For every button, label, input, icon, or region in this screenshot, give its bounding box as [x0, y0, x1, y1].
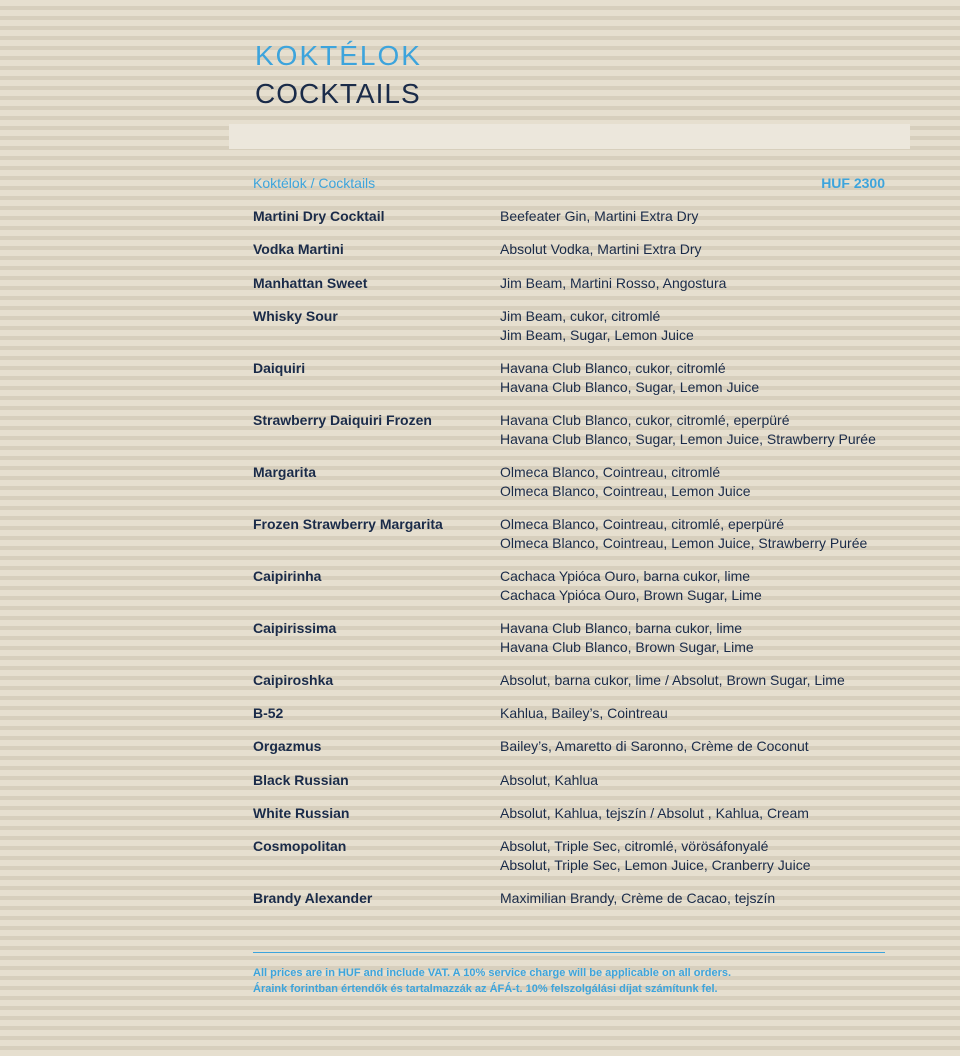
item-name: B-52 [253, 705, 284, 721]
item-description [500, 240, 895, 259]
footer-note-hungarian: Áraink forintban értendők és tartalmazzák az ÁFÁ-t. 10% felszolgálási díjat számítunk fel. [253, 983, 718, 995]
item-name: Cosmopolitan [253, 838, 347, 854]
item-name: Orgazmus [253, 738, 322, 754]
desc-line: Maximilian Brandy, Crème de Cacao, tejszín [500, 890, 776, 906]
item-description [500, 619, 895, 657]
item-description [500, 704, 895, 723]
desc-line: Absolut, barna cukor, lime / Absolut, Brown Sugar, Lime [500, 672, 845, 688]
section-header [253, 175, 885, 193]
item-name: Caipirissima [253, 620, 337, 636]
item-name: Black Russian [253, 772, 349, 788]
item-name: Manhattan Sweet [253, 275, 368, 291]
item-name: Margarita [253, 464, 317, 480]
desc-line: Olmeca Blanco, Cointreau, citromlé, eperpüré [500, 516, 785, 532]
desc-line: Absolut Vodka, Martini Extra Dry [500, 241, 702, 257]
item-description [500, 207, 895, 226]
item-description [500, 359, 895, 397]
item-name: Martini Dry Cocktail [253, 208, 385, 224]
desc-line: Olmeca Blanco, Cointreau, Lemon Juice [500, 483, 751, 499]
item-description [500, 837, 895, 875]
item-name: Whisky Sour [253, 308, 338, 324]
desc-line: Kahlua, Bailey’s, Cointreau [500, 705, 668, 721]
desc-line: Jim Beam, Sugar, Lemon Juice [500, 327, 694, 343]
page-title-hungarian: KOKTÉLOK [255, 40, 422, 71]
item-description [500, 307, 895, 345]
item-description [500, 515, 895, 553]
desc-line: Olmeca Blanco, Cointreau, citromlé [500, 464, 721, 480]
desc-line: Cachaca Ypióca Ouro, barna cukor, lime [500, 568, 751, 584]
item-description [500, 567, 895, 605]
item-description [500, 463, 895, 501]
item-description [500, 411, 895, 449]
desc-line: Havana Club Blanco, cukor, citromlé, eperpüré [500, 412, 790, 428]
desc-line: Absolut, Kahlua [500, 772, 599, 788]
page-title-english: COCKTAILS [255, 78, 421, 109]
desc-line: Beefeater Gin, Martini Extra Dry [500, 208, 699, 224]
footer-divider [253, 952, 885, 953]
section-label: Koktélok / Cocktails [253, 175, 376, 191]
desc-line: Absolut, Triple Sec, Lemon Juice, Cranberry Juice [500, 857, 811, 873]
desc-line: Bailey’s, Amaretto di Saronno, Crème de Coconut [500, 738, 809, 754]
item-description [500, 889, 895, 908]
desc-line: Absolut, Kahlua, tejszín / Absolut , Kahlua, Cream [500, 805, 809, 821]
item-name: Frozen Strawberry Margarita [253, 516, 443, 532]
item-name: Vodka Martini [253, 241, 344, 257]
desc-line: Absolut, Triple Sec, citromlé, vörösáfonyalé [500, 838, 769, 854]
desc-line: Havana Club Blanco, Sugar, Lemon Juice, Strawberry Purée [500, 431, 876, 447]
item-name: White Russian [253, 805, 350, 821]
desc-line: Cachaca Ypióca Ouro, Brown Sugar, Lime [500, 587, 762, 603]
desc-line: Havana Club Blanco, Brown Sugar, Lime [500, 639, 754, 655]
item-description [500, 737, 895, 756]
item-name: Caipirinha [253, 568, 322, 584]
desc-line: Havana Club Blanco, cukor, citromlé [500, 360, 726, 376]
section-price: HUF 2300 [821, 175, 885, 191]
item-name: Strawberry Daiquiri Frozen [253, 412, 432, 428]
item-description [500, 771, 895, 790]
desc-line: Jim Beam, Martini Rosso, Angostura [500, 275, 727, 291]
header-band [229, 124, 910, 149]
item-name: Daiquiri [253, 360, 306, 376]
desc-line: Olmeca Blanco, Cointreau, Lemon Juice, Strawberry Purée [500, 535, 868, 551]
desc-line: Havana Club Blanco, Sugar, Lemon Juice [500, 379, 760, 395]
item-description [500, 804, 895, 823]
footer-note-english: All prices are in HUF and include VAT. A 10% service charge will be applicable on all orders. [253, 967, 732, 979]
item-description [500, 671, 895, 690]
desc-line: Jim Beam, cukor, citromlé [500, 308, 661, 324]
item-description [500, 274, 895, 293]
item-name: Brandy Alexander [253, 890, 373, 906]
item-name: Caipiroshka [253, 672, 334, 688]
desc-line: Havana Club Blanco, barna cukor, lime [500, 620, 743, 636]
